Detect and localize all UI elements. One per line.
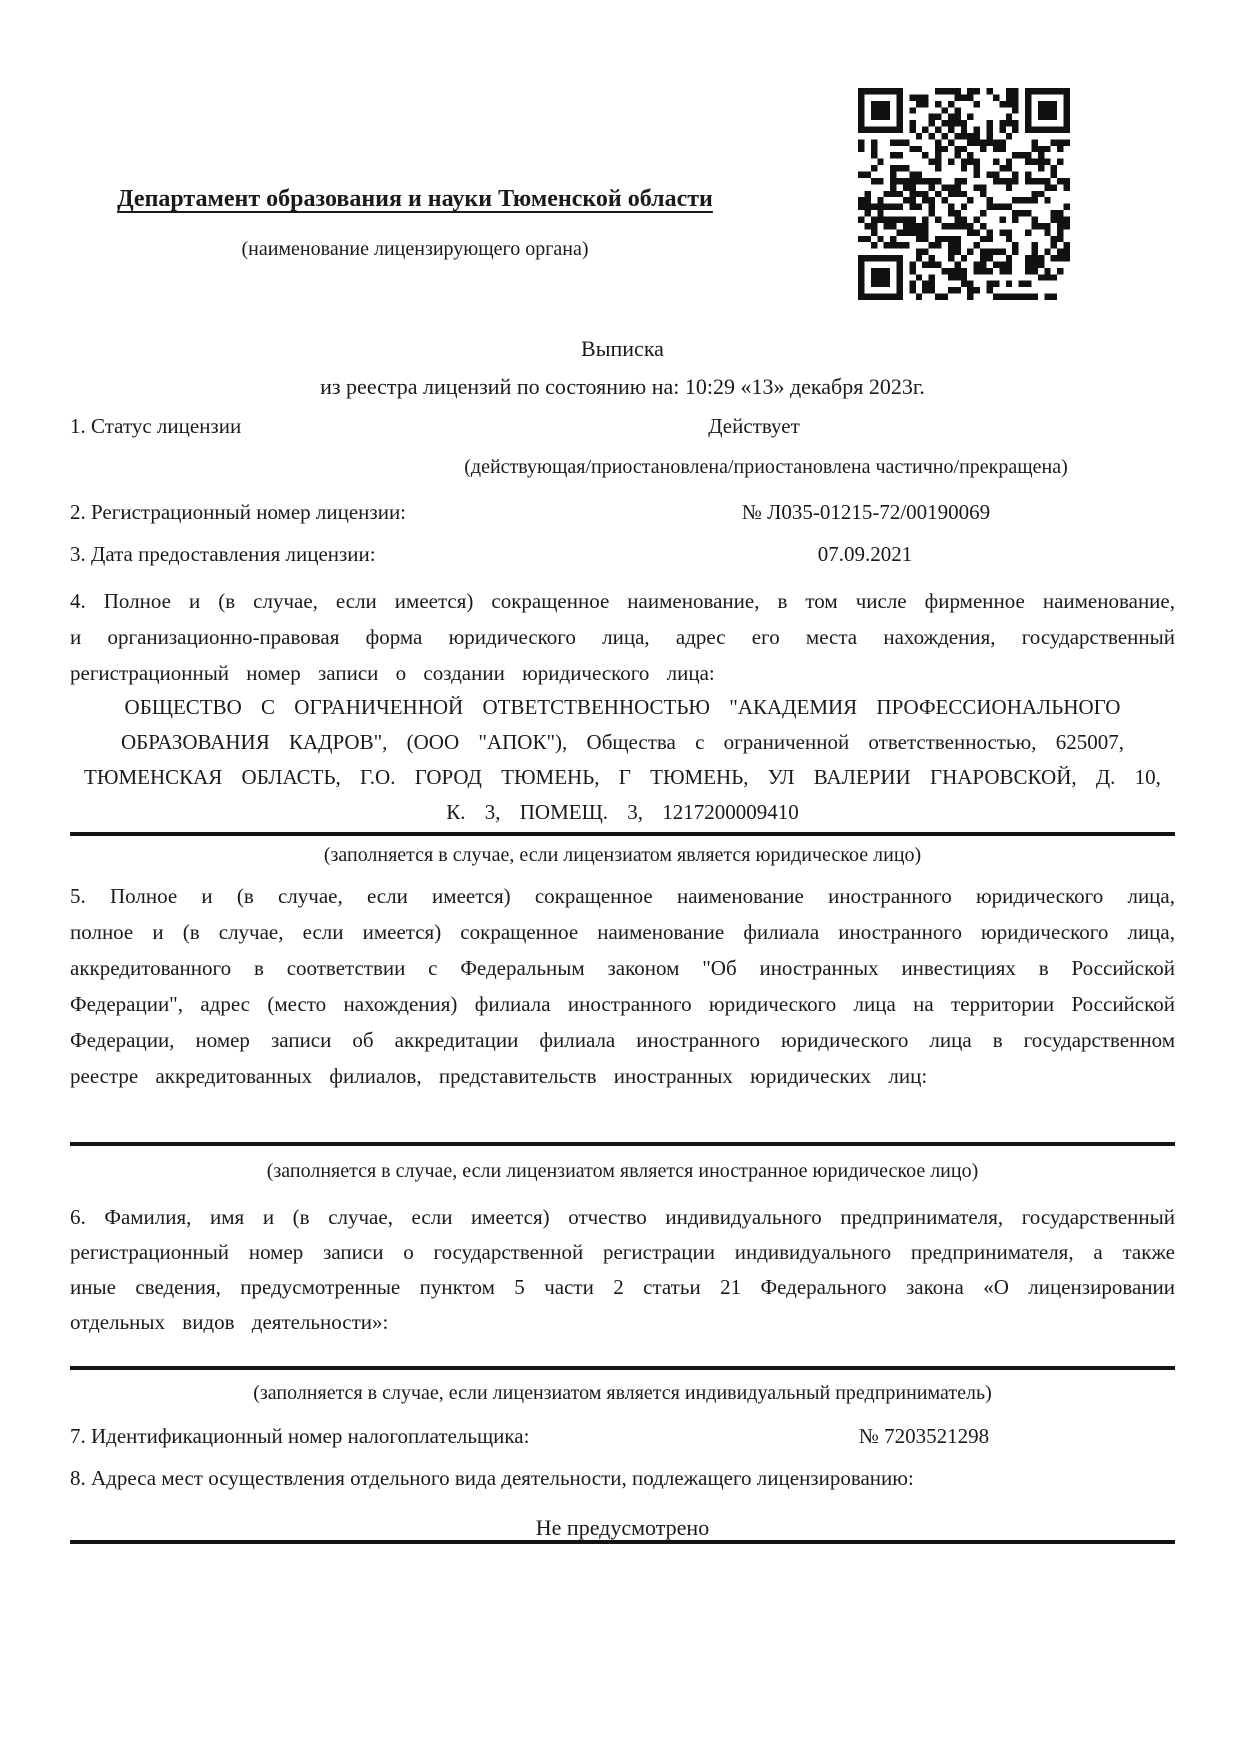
activity-addresses-label: 8. Адреса мест осуществления отдельного вида деятельности, подлежащего лицензированию: [70,1466,914,1490]
legal-entity-caption: (заполняется в случае, если лицензиатом является юридическое лицо) [323,844,922,866]
registration-number-label: 2. Регистрационный номер лицензии: [70,500,407,524]
grant-date-value: 07.09.2021 [817,542,913,566]
legal-entity-value: ОБЩЕСТВО С ОГРАНИЧЕННОЙ ОТВЕТСТВЕННОСТЬЮ "АКАДЕМИЯ ПРОФЕССИОНАЛЬНОГО ОБРАЗОВАНИЯ КАДРОВ", (ООО "АПОК"), Общества с ограниченной ответственностью, 625007, ТЮМЕНСКАЯ ОБЛАСТЬ, Г.О. ГОРОД ТЮМЕНЬ, Г ТЮМЕНЬ, УЛ ВАЛЕРИИ ГНАРОВСКОЙ, Д. 10, К. 3, ПОМЕЩ. 3, 1217200009410 [84,695,1161,824]
foreign-entity-caption: (заполняется в случае, если лицензиатом является иностранное юридическое лицо) [266,1160,979,1182]
legal-entity-paragraph: 4. Полное и (в случае, если имеется) сокращенное наименование, в том числе фирменное наименование, и организационно-правовая форма юридического лица, адрес его места нахождения, государственный регистрационный номер записи о создании юридического лица: [70,589,1175,685]
foreign-entity-paragraph: 5. Полное и (в случае, если имеется) сокращенное наименование иностранного юридического лица, полное и (в случае, если имеется) сокращенное наименование филиала иностранного юридического лица, аккредитованного в соответствии с Федеральным законом "Об иностранных инвестициях в Российской Федерации", адрес (место нахождения) филиала иностранного юридического лица на территории Российской Федерации, номер записи об аккредитации филиала иностранного юридического лица в государственном реестре аккредитованных филиалов, представительств иностранных юридических лиц: [70,884,1175,1088]
separator-line-bottom [70,1540,1175,1544]
field-activity-addresses [70,1466,1175,1496]
licensing-authority-caption: (наименование лицензирующего органа) [241,238,589,260]
field-grant-date [70,542,1175,572]
license-status-value: Действует [708,414,800,438]
document-title: Выписка [581,336,664,361]
separator-line-legal [70,832,1175,836]
license-extract-page: Департамент образования и науки Тюменской области (наименование лицензирующего органа) Выписка из реестра лицензий по состоянию на: 10:29 «13» декабря 2023г. 1. Статус лицензии Действует (действующая/приостановлена/приостановлена частично/прекращена) 2. Регистрационный номер лицензии: № Л035-01215-72/00190069 3. Дата предоставления лицензии: 07.09.2021 4. Полное и (в случае, если имеется) сокращенное наименование, в том числе фирменное наименование, и организационно-правовая форма юридического лица, адрес его места нахождения, государственный регистрационный номер записи о создании юридического лица: ОБЩЕСТВО С ОГРАНИЧЕННОЙ ОТВЕТСТВЕННОСТЬЮ "АКАДЕМИЯ ПРОФЕССИОНАЛЬНОГО ОБРАЗОВАНИЯ КАДРОВ", (ООО "АПОК"), Общества с ограниченной ответственностью, 625007, ТЮМЕНСКАЯ ОБЛАСТЬ, Г.О. ГОРОД ТЮМЕНЬ, Г ТЮМЕНЬ, УЛ ВАЛЕРИИ ГНАРОВСКОЙ, Д. 10, К. 3, ПОМЕЩ. 3, 1217200009410 (заполняется в случае, если лицензиатом является юридическое лицо) 5. Полное и (в случае, если имеется) сокращенное наименование иностранного юридического лица, полное и (в случае, если имеется) сокращенное наименование филиала иностранного юридического лица, аккредитованного в соответствии с Федеральным законом "Об иностранных инвестициях в Российской Федерации", адрес (место нахождения) филиала иностранного юридического лица на территории Российской Федерации, номер записи об аккредитации филиала иностранного юридического лица в государственном реестре аккредитованных филиалов, представительств иностранных юридических лиц: (заполняется в случае, если лицензиатом является иностранное юридическое лицо) 6. Фамилия, имя и (в случае, если имеется) отчество индивидуального предпринимателя, государственный регистрационный номер записи о государственной регистрации индивидуального предпринимателя, а также иные сведения, предусмотренные пунктом 5 части 2 статьи 21 Федерального закона «О лицензировании отдельных видов деятельности»: (заполняется в случае, если лицензиатом является индивидуальный предприниматель) 7. Идентификационный номер налогоплательщика: № 7203521298 8. Адреса мест осуществления отдельного вида деятельности, подлежащего лицензированию: Не предусмотрено [0,0,1240,1755]
qr-code-icon [858,88,1070,300]
taxpayer-number-value: № 7203521298 [858,1424,990,1448]
license-status-label: 1. Статус лицензии [70,414,242,438]
registration-number-value: № Л035-01215-72/00190069 [741,500,991,524]
field-taxpayer-number [70,1424,1175,1454]
document-subtitle: из реестра лицензий по состоянию на: 10:29 «13» декабря 2023г. [320,374,925,399]
individual-entrepreneur-paragraph: 6. Фамилия, имя и (в случае, если имеется) отчество индивидуального предпринимателя, государственный регистрационный номер записи о государственной регистрации индивидуального предпринимателя, а также иные сведения, предусмотренные пунктом 5 части 2 статьи 21 Федерального закона «О лицензировании отдельных видов деятельности»: [70,1205,1175,1334]
licensing-authority-name: Департамент образования и науки Тюменской области [117,186,713,212]
separator-line-foreign [70,1142,1175,1146]
grant-date-label: 3. Дата предоставления лицензии: [70,542,376,566]
activity-addresses-value: Не предусмотрено [535,1515,710,1540]
separator-line-individual [70,1366,1175,1370]
field-registration-number [70,500,1175,530]
field-license-status [70,414,1175,444]
individual-entrepreneur-caption: (заполняется в случае, если лицензиатом является индивидуальный предприниматель) [253,1382,992,1404]
taxpayer-number-label: 7. Идентификационный номер налогоплательщика: [70,1424,530,1448]
